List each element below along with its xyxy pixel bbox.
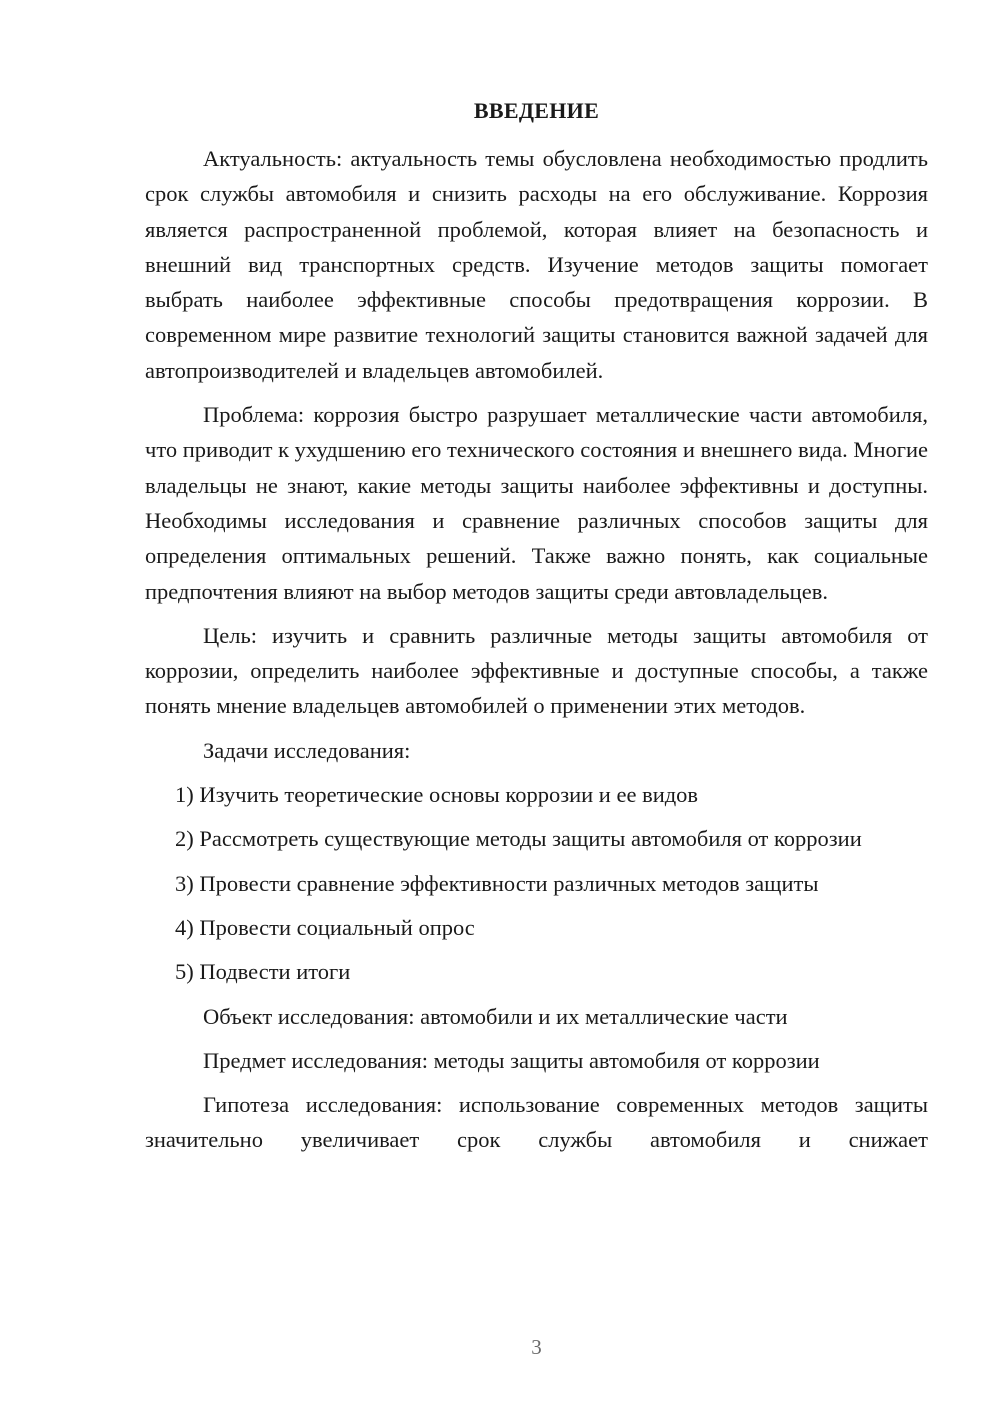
paragraph-goal: Цель: изучить и сравнить различные методы защиты автомобиля от коррозии, определить наиболее эффективные и доступные способы, а также понять мнение владельцев автомобилей о применении этих методов. [145,622,928,719]
document-body [145,141,928,1167]
list-item: 2) Рассмотреть существующие методы защиты автомобиля от коррозии [175,826,862,852]
paragraph-relevance: Актуальность: актуальность темы обусловлена необходимостью продлить срок службы автомобиля и снизить расходы на его обслуживание. Коррозия является распространенной проблемой, которая влияет на безопасность и внешний вид транспортных средств. Изучение методов защиты помогает выбрать наиболее эффективные способы предотвращения коррозии. В современном мире развитие технологий защиты становится важной задачей для автопроизводителей и владельцев автомобилей. [145,146,928,383]
paragraph-subject: Предмет исследования: методы защиты автомобиля от коррозии [203,1047,820,1073]
paragraph-tasks-heading: Задачи исследования: [203,737,411,763]
paragraph-problem: Проблема: коррозия быстро разрушает металлические части автомобиля, что приводит к ухудшению его технического состояния и внешнего вида. Многие владельцы не знают, какие методы защиты наиболее эффективны и доступны. Необходимы исследования и сравнение различных способов защиты для определения оптимальных решений. Также важно понять, как социальные предпочтения влияют на выбор методов защиты среди автовладельцев. [145,402,928,604]
paragraph-object: Объект исследования: автомобили и их металлические части [203,1003,788,1029]
paragraph-hypothesis: Гипотеза исследования: использование современных методов защиты значительно увеличивает срок службы автомобиля и снижает [145,1092,928,1153]
list-item: 1) Изучить теоретические основы коррозии и ее видов [175,782,699,808]
list-item: 4) Провести социальный опрос [175,914,475,940]
page-number: 3 [531,1335,542,1359]
list-item: 3) Провести сравнение эффективности различных методов защиты [175,870,819,896]
document-page [145,0,928,1414]
page-title: ВВЕДЕНИЕ [473,98,600,123]
list-item: 5) Подвести итоги [175,959,351,985]
